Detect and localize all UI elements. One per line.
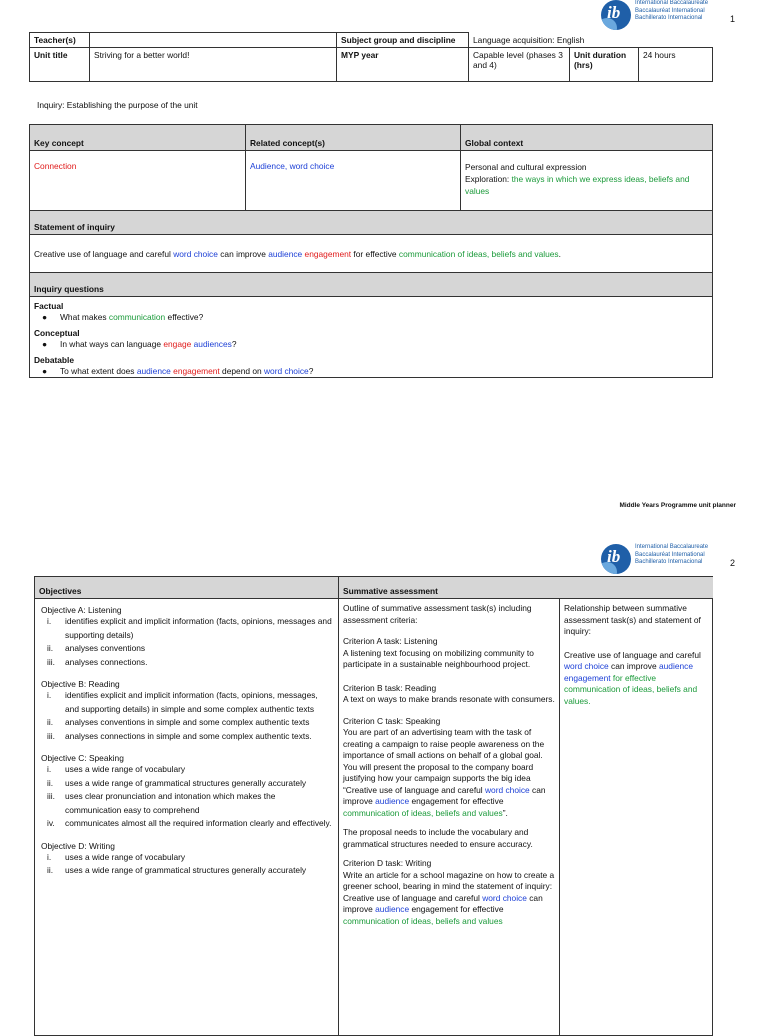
global-context-header: Global context [461,125,713,151]
text: can improve [217,248,269,259]
text: word choice [485,784,530,795]
text: depend on [219,366,264,376]
item-number: i. [47,616,52,626]
objective-title: Objective A: Listening [41,605,122,615]
logo-line: International Baccalaureate [635,544,709,550]
item-number: ii. [47,865,54,875]
text: What makes [60,312,109,322]
objective-title: Objective B: Reading [41,679,120,689]
related-concept-value: Audience, word choice [250,161,335,171]
relationship-label: Relationship between summative assessment task(s) and statement of inquiry: [564,603,701,636]
objective-item: uses a wide range of grammatical structures generally accurately [65,865,307,875]
related-concept-header: Related concept(s) [246,125,461,151]
unit-title-value: Striving for a better world! [90,48,337,82]
criterion-c-text [343,727,555,819]
inquiry-questions: Factual ● What makes communication effective? Conceptual ● In what ways can language engage audiences? Debatable ● To what extent does audience engagement depend on word choice? [30,297,713,378]
criterion-b-text: A text on ways to make brands resonate with consumers. [343,694,555,704]
relationship-text [564,650,708,708]
item-number: iii. [47,656,55,667]
text: audience [375,904,410,914]
criterion-d-text [343,870,555,928]
key-concept-value: Connection [34,161,77,171]
objective-item: identifies explicit and implicit information (facts, opinions, messages, and supporting details) in simple and some complex authentic texts [65,690,318,714]
logo-line: International Baccalaureate [635,0,709,6]
text: You are part of an advertising team with the task of creating a campaign to raise people awareness on the importance of small actions on behalf of a global goal. You will present the proposal to the company board justifying how your campaign supports the big idea “Creative use of language and careful [343,727,545,795]
text: Creative use of language and careful [564,649,701,660]
objective-item: analyses conventions [65,643,146,653]
objective-item: communicates almost all the required information clearly and effectively. [65,818,332,828]
item-number: iii. [47,791,55,801]
myp-year-label: MYP year [337,48,469,82]
text: engagement [304,248,352,259]
criterion-a-title: Criterion A task: Listening [343,636,438,646]
text: can improve [608,661,659,671]
summative-outline: Outline of summative assessment task(s) including assessment criteria: [343,603,532,625]
capable-level: Capable level (phases 3 and 4) [469,48,570,82]
statement-header: Statement of inquiry [30,211,713,235]
text: word choice [263,366,309,376]
criterion-a-text: A listening text focusing on mobilizing community to participate in a sustainable neighbourhood project. [343,647,534,669]
unit-info-table [29,32,713,82]
text: . [558,248,561,259]
logo-line: Bachillerato Internacional [635,15,703,21]
exploration-label: Exploration: [465,174,510,184]
subject-value: Language acquisition: English [469,33,713,48]
item-number: iii. [47,730,55,741]
objective-d [41,841,332,878]
objective-item: identifies explicit and implicit information (facts, opinions, messages and supporting details) [65,616,332,640]
text: engage [163,339,192,349]
text: for effective [351,248,399,259]
text: audience [375,796,410,806]
unit-title-label: Unit title [30,48,90,82]
footer-text: Middle Years Programme unit planner [619,502,736,509]
text: To what extent does [60,366,137,376]
logo-line: Baccalauréat International [635,7,705,14]
text: ? [231,339,237,349]
factual-label: Factual [34,301,64,311]
text: can improve [343,784,546,806]
page-number: 2 [730,558,736,568]
text: communication of ideas, beliefs and values [398,248,559,259]
concepts-table [29,124,713,378]
text: Creative use of language and careful [34,248,174,259]
text: engagement [173,366,220,376]
criterion-c-text-2: The proposal needs to include the vocabulary and grammatical structures needed to ensure accuracy. [343,827,533,849]
objective-title: Objective D: Writing [41,840,115,851]
subject-label: Subject group and discipline [337,33,469,48]
objective-a [41,605,332,669]
conceptual-label: Conceptual [34,328,80,338]
logo-line: Baccalauréat International [635,551,705,558]
item-number: ii. [47,717,54,727]
text: audiences [193,339,232,349]
text: audience [268,248,303,259]
text: word choice [173,248,218,259]
text: for effective communication of ideas, beliefs and values. [564,672,698,706]
objective-c [41,753,332,831]
text: communication [108,312,166,322]
objective-item: uses a wide range of grammatical structures generally accurately [65,777,307,788]
item-number: i. [47,690,52,700]
statement-of-inquiry [30,235,713,273]
exploration-value: the ways in which we express ideas, beliefs and values [465,174,690,196]
teacher-value [90,33,337,48]
factual-question [60,311,203,323]
inquiry-heading: Inquiry: Establishing the purpose of the unit [37,100,198,110]
objective-item: analyses connections in simple and some complex authentic texts. [65,730,312,741]
text: communication of ideas, beliefs and values [343,915,503,926]
unit-duration-value: 24 hours [639,48,713,82]
text: Write an article for a school magazine on how to create a greener school, bearing in mind the statement of inquiry: Creative use of language and careful [343,869,555,903]
objective-item: analyses conventions in simple and some complex authentic texts [65,717,310,727]
item-number: iv. [47,818,55,828]
objective-item: uses a wide range of vocabulary [65,764,186,774]
item-number: ii. [47,643,54,653]
summative-header: Summative assessment [339,577,713,599]
text: engagement for effective [409,904,504,914]
text: word choice [482,892,527,903]
criterion-b-title: Criterion B task: Reading [343,682,437,693]
ib-logo [601,0,708,30]
objective-b [41,679,332,743]
logo-line: Bachillerato Internacional [635,559,703,565]
objective-item: uses a wide range of vocabulary [65,851,186,862]
ib-logo [601,544,708,574]
unit-duration-label: Unit duration (hrs) [570,48,639,82]
objective-item: analyses connections. [65,656,148,667]
item-number: i. [47,851,52,862]
relationship-cell [560,599,713,1036]
teacher-label: Teacher(s) [30,33,90,48]
page-number: 1 [730,14,736,24]
text: ? [308,366,314,376]
text: audience engagement [564,661,693,683]
text: audience [136,366,171,376]
text: communication of ideas, beliefs and values [343,807,503,818]
text: word choice [564,661,609,671]
criterion-d-title: Criterion D task: Writing [343,858,432,868]
objective-title: Objective C: Speaking [41,753,124,763]
key-concept-header: Key concept [30,125,246,151]
ib-logo-icon: ib [601,0,631,30]
criterion-c-title: Criterion C task: Speaking [343,715,441,726]
debatable-label: Debatable [34,355,75,365]
text: can improve [343,892,543,914]
global-context-value: Personal and cultural expression [465,162,587,172]
objectives-table [34,576,713,1036]
debatable-question [60,365,313,377]
item-number: ii. [47,777,54,788]
conceptual-question [60,338,237,350]
text: engagement for effective [409,796,504,806]
inquiry-questions-header: Inquiry questions [30,273,713,297]
objectives-header: Objectives [35,577,339,599]
summative-cell [339,599,560,1036]
text: ”. [502,807,508,818]
ib-logo-icon: ib [601,544,631,574]
objectives-cell [35,599,339,1036]
text: In what ways can language [60,339,164,349]
objective-item: uses clear pronunciation and intonation which makes the communication easy to comprehend [65,791,276,815]
text: effective? [165,312,204,322]
item-number: i. [47,764,52,774]
